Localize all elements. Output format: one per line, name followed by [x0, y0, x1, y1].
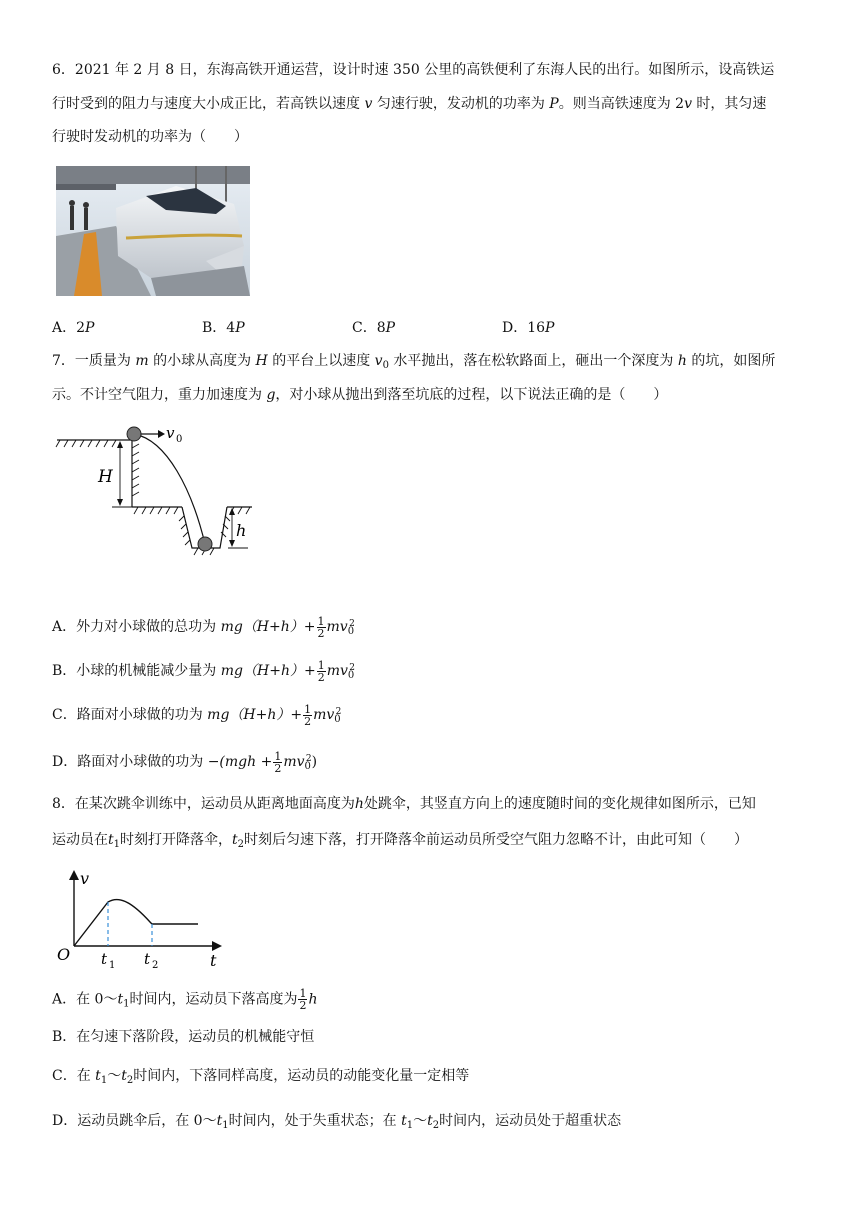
q8-d-t1b: t [401, 1113, 407, 1129]
H-arrow-down [117, 499, 123, 506]
q7-b-sup: 2 [349, 663, 355, 673]
q7-d-mv: mv [283, 754, 305, 770]
q8-a-t1-sub: 1 [123, 998, 130, 1010]
q7-b-sub: 0 [347, 670, 355, 681]
q6-option-b-label: B．4 [202, 320, 236, 336]
q7-line-2-b: ，对小球从抛出到落至坑底的过程，以下说法正确的是（ ） [275, 387, 668, 403]
label-H: H [98, 467, 113, 487]
ball-start [127, 427, 141, 441]
q7-var-h: h [677, 353, 687, 369]
q7-option-d-text: D．路面对小球做的功为 [52, 754, 208, 770]
q8-option-d-c: 时间内，运动员处于超重状态 [439, 1113, 622, 1129]
q8-a-frac-den: 2 [299, 999, 307, 1012]
q6-line-2-b: 匀速行驶，发动机的功率为 [372, 96, 550, 112]
q8-d-t2-sub: 2 [432, 1120, 440, 1131]
trajectory-curve [134, 434, 205, 544]
q8-var-t1: t [108, 832, 114, 848]
q7-option-d[interactable] [52, 749, 317, 777]
q6-option-a[interactable] [52, 318, 94, 338]
q6-line-2 [52, 94, 766, 114]
q7-d-prefix: −(mgh + [207, 754, 273, 770]
q7-line-1-d: 水平抛出，落在松软路面上，砸出一个深度为 [388, 353, 678, 369]
q7-projectile-figure [52, 420, 252, 560]
q7-d-frac-den: 2 [274, 761, 282, 775]
q7-var-m: m [135, 353, 149, 369]
label-v0-sub: 0 [176, 434, 183, 445]
q6-var-v2: v [684, 96, 692, 112]
q6-line-3-text: 行驶时发动机的功率为（ ） [52, 129, 248, 145]
q7-c-mv: mv [313, 707, 335, 723]
q6-var-p: P [549, 96, 559, 112]
v-axis-arrowhead [69, 870, 79, 880]
q8-line-2-a: 运动员在 [52, 832, 108, 848]
q6-line-2-a: 行时受到的阻力与速度大小成正比，若高铁以速度 [52, 96, 365, 112]
q7-var-v0-sub: 0 [382, 360, 389, 371]
q7-a-frac-num: 1 [317, 614, 325, 628]
q7-c-sub: 0 [334, 714, 341, 725]
q7-d-frac [273, 751, 282, 774]
q7-a-mv: mv [326, 619, 348, 635]
q7-line-1-c: 的平台上以速度 [267, 353, 375, 369]
q6-line-1-text: 6．2021 年 2 月 8 日，东海高铁开通运营，设计时速 350 公里的高铁便利了东海人民的出行。如图所示，设高铁运 [52, 62, 775, 78]
q7-b-mg: mg [220, 663, 243, 679]
q6-option-a-label: A．2 [52, 320, 86, 336]
q8-line-1 [52, 794, 756, 814]
q7-c-frac [303, 704, 312, 727]
q6-option-d-label: D．16 [502, 320, 546, 336]
q7-var-v0: v [374, 353, 383, 369]
t-axis-arrowhead [212, 941, 222, 951]
q7-line-1 [52, 351, 775, 376]
q8-line-2 [52, 830, 748, 855]
q7-option-a[interactable] [52, 614, 355, 642]
q7-a-paren: （H+h）+ [242, 619, 316, 635]
q8-option-d-b: 时间内，处于失重状态；在 [228, 1113, 402, 1129]
q6-option-c-var: P [385, 320, 396, 336]
q7-c-frac-den: 2 [304, 714, 312, 728]
q8-a-t1: t [117, 991, 124, 1008]
q7-d-suffix: ) [311, 754, 318, 770]
q6-line-1 [52, 60, 774, 80]
q8-d-t2: t [427, 1113, 433, 1129]
H-arrow-up [117, 441, 123, 448]
q7-c-frac-num: 1 [304, 702, 312, 716]
q6-line-2-c: 。则当高铁速度为 2 [558, 96, 685, 112]
q8-option-a[interactable] [52, 988, 318, 1015]
q8-var-t1-sub: 1 [113, 839, 121, 850]
h-arrow-down [229, 540, 235, 547]
q7-option-a-text: A．外力对小球做的总功为 [52, 619, 221, 635]
q7-a-sub: 0 [347, 626, 355, 637]
q8-line-1-a: 8．在某次跳伞训练中，运动员从距离地面高度为 [52, 796, 355, 812]
q7-a-mg: mg [220, 619, 243, 635]
q8-line-1-b: 处跳伞，其竖直方向上的速度随时间的变化规律如图所示，已知 [363, 796, 756, 812]
q7-line-2-a: 示。不计空气阻力，重力加速度为 [52, 387, 267, 403]
velocity-curve [74, 899, 198, 946]
label-v0: v [166, 424, 175, 442]
q8-option-c-a: C．在 [52, 1068, 96, 1084]
q8-d-t1b-sub: 1 [406, 1120, 414, 1131]
q7-line-1-a: 7．一质量为 [52, 353, 136, 369]
graph-label-t: t [210, 951, 217, 970]
q8-option-b-text: B．在匀速下落阶段，运动员的机械能守恒 [52, 1029, 315, 1045]
q8-option-c[interactable] [52, 1066, 469, 1091]
label-h: h [236, 521, 247, 540]
graph-label-t1: t [101, 950, 108, 968]
q7-c-paren: （H+h）+ [229, 707, 303, 723]
q7-a-frac-den: 2 [317, 626, 325, 640]
q8-line-2-c: 时刻后匀速下落，打开降落伞前运动员所受空气阻力忽略不计，由此可知（ ） [244, 832, 749, 848]
q8-d-mid: ～ [413, 1113, 428, 1129]
velocity-arrowhead [158, 430, 165, 438]
q6-option-d-var: P [545, 320, 555, 336]
q6-line-2-d: 时，其匀速 [691, 96, 767, 112]
q6-option-c-label: C．8 [352, 320, 386, 336]
q6-option-d[interactable] [502, 318, 554, 338]
q6-var-v: v [364, 96, 373, 112]
train-photo-image [56, 166, 250, 296]
q8-var-t2-sub: 2 [237, 839, 245, 850]
platform-hatch [56, 440, 116, 447]
q7-b-mv: mv [326, 663, 348, 679]
q8-option-d-a: D．运动员跳伞后，在 0～ [52, 1113, 217, 1129]
q7-a-sup: 2 [349, 619, 355, 629]
q8-a-h: h [308, 991, 318, 1008]
q8-d-t1-sub: 1 [222, 1120, 229, 1131]
q8-option-a-a: A．在 0～ [52, 991, 118, 1008]
q8-option-d[interactable] [52, 1111, 621, 1136]
q7-option-b[interactable] [52, 658, 355, 686]
graph-label-O: O [57, 945, 71, 964]
q8-option-b[interactable] [52, 1027, 314, 1047]
train-photo [56, 166, 250, 296]
q7-line-1-e: 的坑，如图所 [686, 353, 776, 369]
q6-option-a-var: P [85, 320, 95, 336]
q7-c-sup: 2 [335, 707, 342, 717]
q7-d-sub: 0 [304, 761, 311, 772]
q7-d-frac-num: 1 [274, 749, 282, 763]
q6-line-3 [52, 127, 248, 147]
q7-b-paren: （H+h）+ [243, 663, 316, 679]
q8-c-t1-sub: 1 [100, 1075, 108, 1086]
graph-label-t2: t [144, 950, 151, 968]
q7-c-mg: mg [207, 707, 230, 723]
q8-c-t1: t [95, 1068, 101, 1084]
graph-label-t2-sub: 2 [152, 960, 159, 971]
q7-line-1-b: 的小球从高度为 [148, 353, 256, 369]
q8-d-t1: t [216, 1113, 223, 1129]
q7-var-H: H [255, 353, 268, 369]
graph-label-v: v [80, 869, 90, 888]
q7-a-frac [317, 616, 326, 639]
q8-line-2-b: 时刻打开降落伞， [120, 832, 233, 848]
q7-b-frac-den: 2 [317, 670, 325, 684]
q7-line-2 [52, 385, 667, 405]
q8-c-mid: ～ [107, 1068, 122, 1084]
q8-var-t2: t [232, 832, 238, 848]
q8-option-c-b: 时间内，下落同样高度，运动员的动能变化量一定相等 [133, 1068, 470, 1084]
q8-c-t2-sub: 2 [126, 1075, 134, 1086]
q6-option-c[interactable] [352, 318, 395, 338]
q8-a-frac-num: 1 [299, 987, 307, 1000]
q7-d-sup: 2 [305, 754, 312, 764]
q7-var-g: g [266, 387, 276, 403]
q6-option-b-var: P [235, 320, 245, 336]
q6-option-b[interactable] [202, 318, 245, 338]
q7-option-b-text: B．小球的机械能减少量为 [52, 663, 221, 679]
q8-c-t2: t [121, 1068, 127, 1084]
q7-b-frac-num: 1 [317, 658, 325, 672]
q8-velocity-time-graph [52, 866, 232, 976]
q8-var-h: h [354, 796, 364, 812]
ground-left-hatch [134, 507, 178, 514]
q8-a-frac [298, 988, 307, 1011]
q8-option-a-b: 时间内，运动员下落高度为 [129, 991, 298, 1008]
q7-b-frac [317, 660, 326, 683]
ball-end [198, 537, 212, 551]
q7-option-c-text: C．路面对小球做的功为 [52, 707, 208, 723]
graph-label-t1-sub: 1 [109, 960, 116, 971]
q7-option-c[interactable] [52, 702, 341, 730]
cliff-hatch [132, 444, 139, 496]
h-arrow-up [229, 508, 235, 515]
